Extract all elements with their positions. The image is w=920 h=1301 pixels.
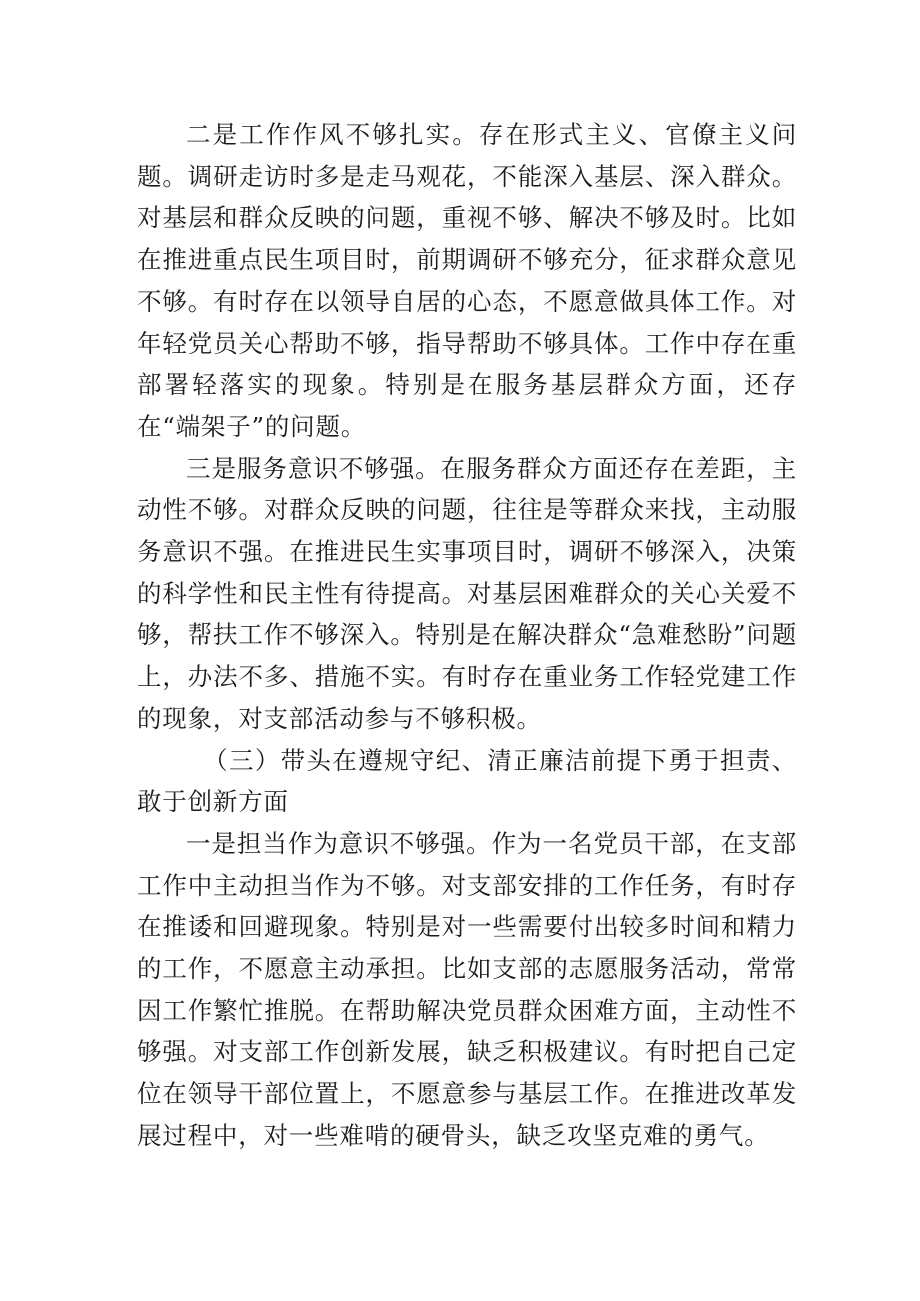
paragraph-responsibility: 一是担当作为意识不够强。作为一名党员干部，在支部工作中主动担当作为不够。对支部安排的工作任务，有时存在推诿和回避现象。特别是对一些需要付出较多时间和精力的工作，不愿意主动承担。比如支部的志愿服务活动，常常因工作繁忙推脱。在帮助解决党员群众困难方面，主动性不够强。对支部工作创新发展，缺乏积极建议。有时把自己定位在领导干部位置上，不愿意参与基层工作。在推进改革发展过程中，对一些难啃的硬骨头，缺乏攻坚克难的勇气。 — [137, 828, 797, 1150]
section-heading-3: （三）带头在遵规守纪、清正廉洁前提下勇于担责、敢于创新方面 — [137, 745, 797, 817]
document-body — [137, 114, 797, 1157]
paragraph-service-awareness: 三是服务意识不够强。在服务群众方面还存在差距，主动性不够。对群众反映的问题，往往是等群众来找，主动服务意识不强。在推进民生实事项目时，调研不够深入，决策的科学性和民主性有待提高。对基层困难群众的关心关爱不够，帮扶工作不够深入。特别是在解决群众“急难愁盼”问题上，办法不多、措施不实。有时存在重业务工作轻党建工作的现象，对支部活动参与不够积极。 — [137, 453, 797, 733]
paragraph-work-style: 二是工作作风不够扎实。存在形式主义、官僚主义问题。调研走访时多是走马观花，不能深入基层、深入群众。对基层和群众反映的问题，重视不够、解决不够及时。比如在推进重点民生项目时，前期调研不够充分，征求群众意见不够。有时存在以领导自居的心态，不愿意做具体工作。对年轻党员关心帮助不够，指导帮助不够具体。工作中存在重部署轻落实的现象。特别是在服务基层群众方面，还存在“端架子”的问题。 — [137, 120, 797, 441]
